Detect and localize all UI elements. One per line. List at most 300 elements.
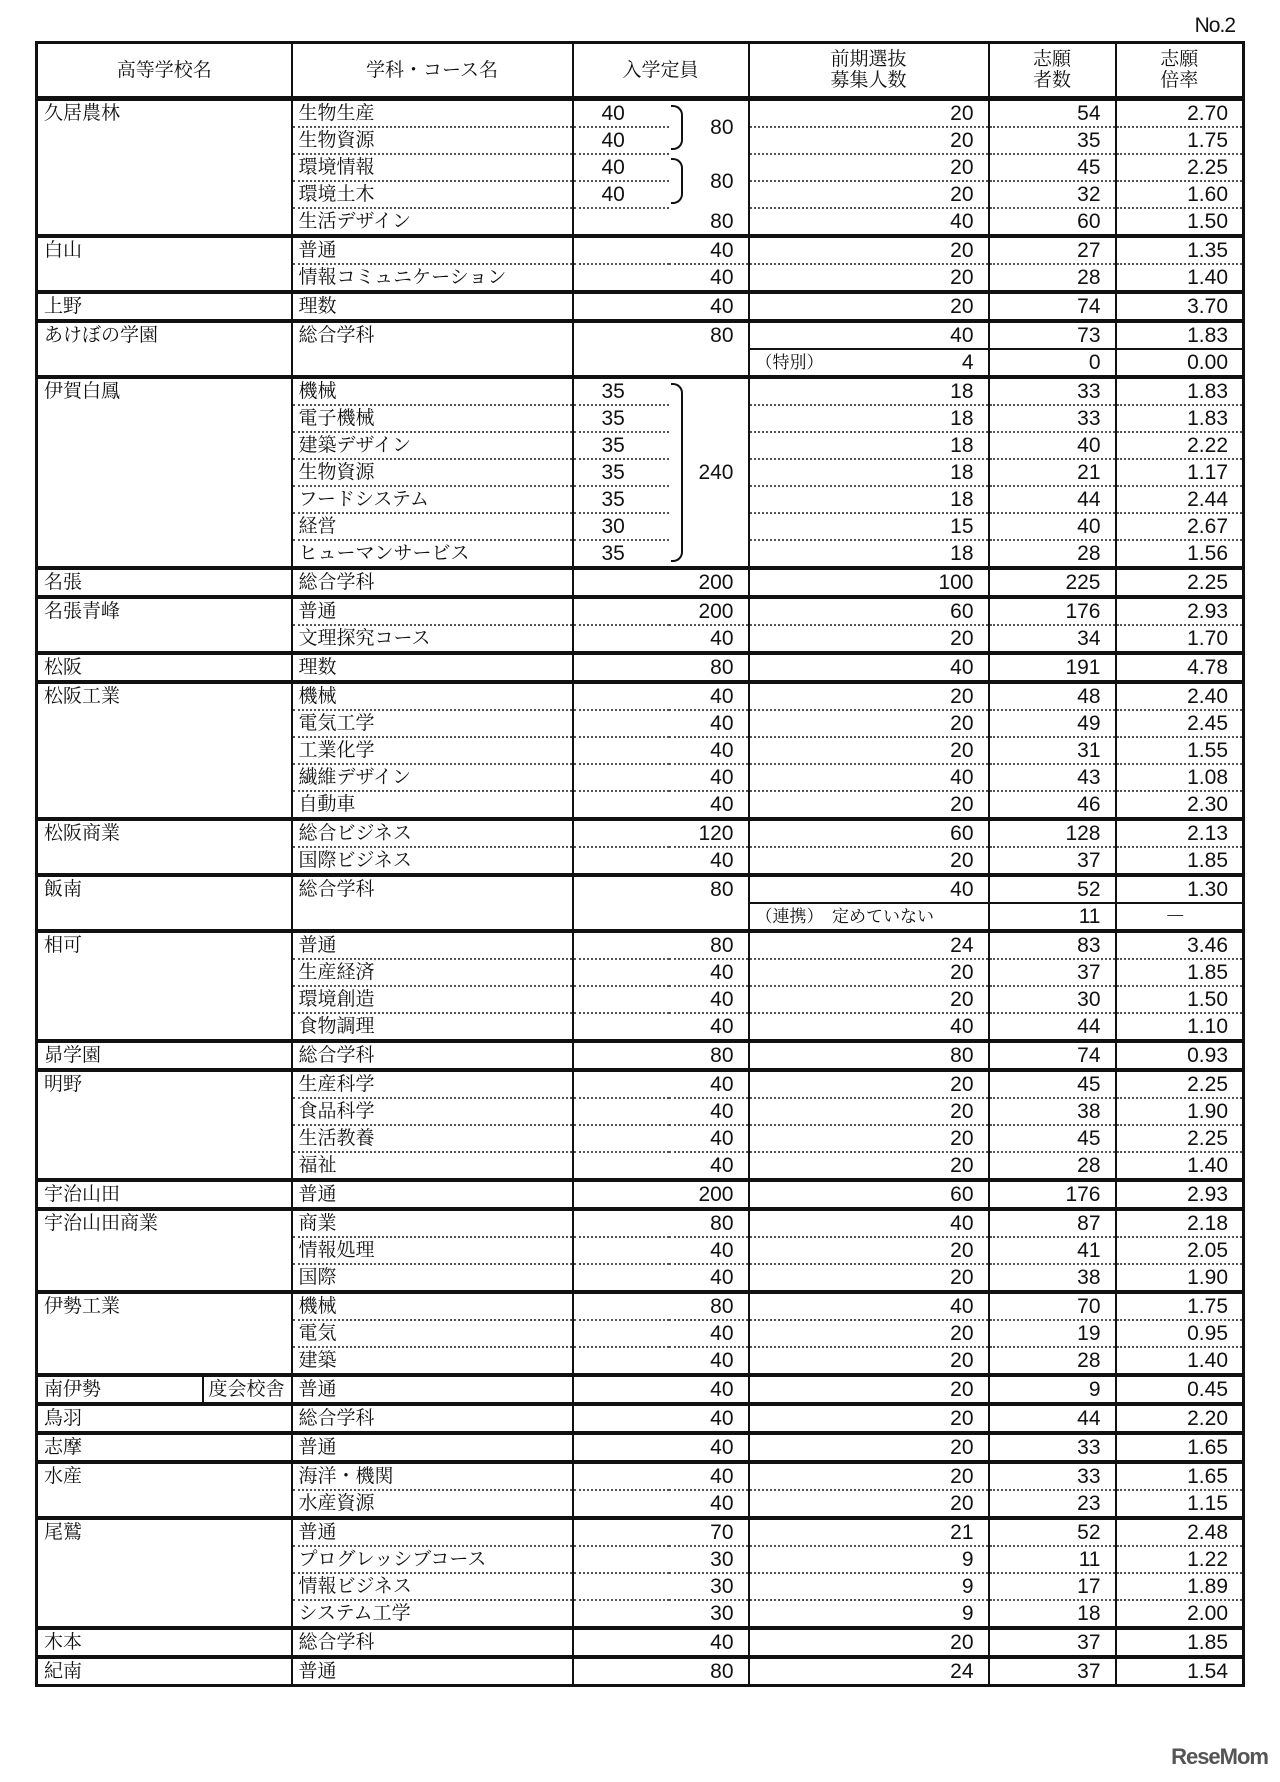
early-quota-value: 20	[950, 712, 974, 735]
school-name: 志摩	[37, 1433, 292, 1462]
application-ratio: 2.45	[1116, 710, 1244, 737]
early-quota-value: 20	[950, 1407, 974, 1430]
brace-icon	[671, 105, 683, 150]
table-row	[37, 1462, 1244, 1490]
course-name: 情報ビジネス	[292, 1573, 573, 1600]
application-ratio: 2.93	[1116, 597, 1244, 625]
early-quota	[749, 875, 989, 903]
capacity: 200	[573, 597, 749, 625]
capacity-sub: 35	[573, 486, 669, 513]
early-quota-value: 21	[950, 1521, 974, 1544]
table-row	[37, 653, 1244, 682]
early-quota	[749, 99, 989, 128]
applicants: 48	[989, 682, 1116, 710]
capacity: 70	[573, 1518, 749, 1546]
early-quota	[749, 1264, 989, 1292]
capacity: 80	[573, 653, 749, 682]
capacity-sub: 40	[573, 154, 669, 181]
school-name: 名張青峰	[37, 597, 292, 653]
applicants: 176	[989, 1180, 1116, 1209]
capacity: 40	[573, 1320, 749, 1347]
early-quota	[749, 1125, 989, 1152]
early-quota	[749, 847, 989, 875]
application-ratio: 0.95	[1116, 1320, 1244, 1347]
course-name: 総合ビジネス	[292, 819, 573, 847]
early-quota	[749, 931, 989, 959]
capacity-total-value: 80	[710, 116, 734, 139]
application-ratio: 1.40	[1116, 1347, 1244, 1375]
application-ratio: 1.50	[1116, 986, 1244, 1013]
header-capacity	[573, 43, 749, 99]
course-name: 商業	[292, 1209, 573, 1237]
early-quota	[749, 682, 989, 710]
school-name: 明野	[37, 1070, 292, 1180]
capacity: 80	[573, 1657, 749, 1686]
capacity: 80	[573, 1209, 749, 1237]
early-quota	[749, 625, 989, 653]
applicants: 128	[989, 819, 1116, 847]
capacity: 40	[573, 1098, 749, 1125]
applicants: 83	[989, 931, 1116, 959]
application-ratio: 1.60	[1116, 181, 1244, 208]
applicants: 37	[989, 959, 1116, 986]
applicants: 52	[989, 1518, 1116, 1546]
early-quota	[749, 1041, 989, 1070]
course-name: 環境情報	[292, 154, 573, 181]
applicants: 45	[989, 1125, 1116, 1152]
capacity-sub: 30	[573, 513, 669, 540]
application-ratio: 2.00	[1116, 1600, 1244, 1628]
header-label: 募集人数	[830, 69, 907, 91]
application-ratio: 1.10	[1116, 1013, 1244, 1041]
early-quota-value: 60	[950, 600, 974, 623]
applicants: 44	[989, 1404, 1116, 1433]
application-ratio: 2.93	[1116, 1180, 1244, 1209]
early-quota	[749, 1320, 989, 1347]
early-quota	[749, 1098, 989, 1125]
capacity-total	[669, 99, 749, 155]
capacity: 80	[573, 208, 749, 236]
course-name: 生産科学	[292, 1070, 573, 1098]
early-quota	[749, 1573, 989, 1600]
applicants: 52	[989, 875, 1116, 903]
application-ratio: 2.05	[1116, 1237, 1244, 1264]
early-quota-value: 18	[950, 488, 974, 511]
header-applicants	[989, 43, 1116, 99]
course-name: 福祉	[292, 1152, 573, 1180]
early-quota-value: 20	[950, 1127, 974, 1150]
capacity: 40	[573, 1125, 749, 1152]
header-label: 入学定員	[622, 58, 699, 81]
school-name: 名張	[37, 568, 292, 597]
applicants: 35	[989, 127, 1116, 154]
course-name: 普通	[292, 236, 573, 264]
capacity-total-value: 80	[710, 169, 734, 193]
applicants: 18	[989, 1600, 1116, 1628]
application-ratio: 1.22	[1116, 1546, 1244, 1573]
capacity: 30	[573, 1546, 749, 1573]
early-quota	[749, 154, 989, 181]
early-quota	[749, 764, 989, 791]
capacity-sub: 35	[573, 405, 669, 432]
course-name: 自動車	[292, 791, 573, 819]
early-quota-value: 15	[950, 515, 974, 538]
early-quota-value: 20	[950, 1154, 974, 1177]
applicants: 28	[989, 1347, 1116, 1375]
early-quota-value: 20	[950, 1378, 974, 1401]
early-quota-value: 20	[950, 1465, 974, 1488]
course-name: フードシステム	[292, 486, 573, 513]
early-quota	[749, 1628, 989, 1657]
applicants: 28	[989, 540, 1116, 568]
early-quota	[749, 349, 989, 377]
early-quota	[749, 986, 989, 1013]
course-name: 総合学科	[292, 1628, 573, 1657]
course-name	[292, 349, 573, 377]
application-ratio: 2.40	[1116, 682, 1244, 710]
application-ratio: －	[1116, 903, 1244, 931]
early-quota-value: 20	[950, 849, 974, 872]
course-name: 総合学科	[292, 1041, 573, 1070]
early-quota	[749, 1209, 989, 1237]
early-quota-value: 20	[950, 739, 974, 762]
capacity: 40	[573, 1433, 749, 1462]
application-ratio: 1.75	[1116, 1292, 1244, 1320]
application-ratio: 2.20	[1116, 1404, 1244, 1433]
capacity: 40	[573, 1264, 749, 1292]
application-ratio: 2.48	[1116, 1518, 1244, 1546]
early-quota-value: 20	[950, 1631, 974, 1654]
applicants: 11	[989, 1546, 1116, 1573]
course-name: 食物調理	[292, 1013, 573, 1041]
early-quota-value: 9	[961, 1602, 974, 1625]
applicants: 49	[989, 710, 1116, 737]
header-label: 志願	[1032, 48, 1071, 70]
early-quota	[749, 513, 989, 540]
applicants: 87	[989, 1209, 1116, 1237]
header-label: 高等学校名	[116, 58, 212, 81]
application-ratio: 1.30	[1116, 875, 1244, 903]
course-name: 普通	[292, 1657, 573, 1686]
early-quota	[749, 1292, 989, 1320]
capacity: 40	[573, 236, 749, 264]
table-row	[37, 1375, 1244, 1404]
applicants: 33	[989, 405, 1116, 432]
early-quota	[749, 432, 989, 459]
applicants: 45	[989, 154, 1116, 181]
table-row	[37, 292, 1244, 321]
early-quota	[749, 1657, 989, 1686]
brace-icon	[671, 383, 683, 562]
application-ratio: 1.55	[1116, 737, 1244, 764]
applicants: 43	[989, 764, 1116, 791]
early-quota-value: 20	[950, 1349, 974, 1372]
capacity: 40	[573, 1404, 749, 1433]
table-row	[37, 1070, 1244, 1098]
school-name: 上野	[37, 292, 292, 321]
capacity-sub: 35	[573, 459, 669, 486]
early-quota-value: 40	[950, 1015, 974, 1038]
early-quota-value: 20	[950, 627, 974, 650]
application-ratio: 1.50	[1116, 208, 1244, 236]
school-name: 松阪商業	[37, 819, 292, 875]
school-name: 鳥羽	[37, 1404, 292, 1433]
course-name: 生物資源	[292, 127, 573, 154]
course-name: 総合学科	[292, 875, 573, 903]
applicants: 32	[989, 181, 1116, 208]
application-ratio: 1.83	[1116, 377, 1244, 405]
school-name: 宇治山田	[37, 1180, 292, 1209]
early-quota	[749, 1375, 989, 1404]
application-ratio: 2.25	[1116, 1070, 1244, 1098]
early-quota-value: 40	[950, 878, 974, 901]
course-name: システム工学	[292, 1600, 573, 1628]
early-quota-value: 40	[950, 1295, 974, 1318]
table-row	[37, 568, 1244, 597]
applicants: 33	[989, 377, 1116, 405]
early-quota	[749, 791, 989, 819]
early-quota-value: 20	[950, 1100, 974, 1123]
early-quota	[749, 236, 989, 264]
course-name: 普通	[292, 931, 573, 959]
course-name: 総合学科	[292, 568, 573, 597]
table-row	[37, 819, 1244, 847]
course-name: ヒューマンサービス	[292, 540, 573, 568]
applicants: 46	[989, 791, 1116, 819]
capacity: 80	[573, 1041, 749, 1070]
capacity: 80	[573, 321, 749, 377]
early-quota-value: 40	[950, 1212, 974, 1235]
early-quota-value: 20	[950, 1492, 974, 1515]
early-quota-value: 40	[950, 656, 974, 679]
capacity-sub: 35	[573, 377, 669, 405]
course-name: 国際	[292, 1264, 573, 1292]
capacity: 40	[573, 959, 749, 986]
applicants: 28	[989, 264, 1116, 292]
application-ratio: 1.85	[1116, 959, 1244, 986]
course-name: 普通	[292, 1433, 573, 1462]
early-quota-value: 40	[950, 766, 974, 789]
course-name: 総合学科	[292, 321, 573, 349]
applicants: 28	[989, 1152, 1116, 1180]
application-ratio: 1.85	[1116, 1628, 1244, 1657]
applicants: 27	[989, 236, 1116, 264]
early-quota-value: 18	[950, 461, 974, 484]
table-row	[37, 1628, 1244, 1657]
school-name: 伊勢工業	[37, 1292, 292, 1375]
capacity: 200	[573, 568, 749, 597]
application-ratio: 2.13	[1116, 819, 1244, 847]
course-name: 電気工学	[292, 710, 573, 737]
header-label: 倍率	[1160, 69, 1199, 91]
school-name	[37, 1375, 292, 1404]
applicants: 74	[989, 292, 1116, 321]
table-row	[37, 1180, 1244, 1209]
applicants: 73	[989, 321, 1116, 349]
early-quota	[749, 459, 989, 486]
application-ratio: 3.46	[1116, 931, 1244, 959]
applicants: 34	[989, 625, 1116, 653]
early-quota	[749, 710, 989, 737]
early-quota-value: 20	[950, 961, 974, 984]
early-quota-value: 9	[961, 1575, 974, 1598]
early-quota	[749, 127, 989, 154]
early-quota-value: 4	[961, 351, 974, 374]
school-name: 尾鷲	[37, 1518, 292, 1628]
applicants: 54	[989, 99, 1116, 128]
capacity-total	[669, 154, 749, 208]
capacity: 40	[573, 682, 749, 710]
application-ratio: 2.22	[1116, 432, 1244, 459]
early-quota	[749, 405, 989, 432]
capacity: 40	[573, 1347, 749, 1375]
early-quota	[749, 653, 989, 682]
table-row	[37, 875, 1244, 903]
early-quota	[749, 181, 989, 208]
early-quota	[749, 377, 989, 405]
course-name: 建築	[292, 1347, 573, 1375]
course-name: 機械	[292, 1292, 573, 1320]
early-quota-value: 20	[950, 1073, 974, 1096]
school-name: 昴学園	[37, 1041, 292, 1070]
school-name: 宇治山田商業	[37, 1209, 292, 1292]
early-quota-value: 100	[938, 571, 974, 594]
school-name: 木本	[37, 1628, 292, 1657]
early-quota	[749, 321, 989, 349]
application-ratio: 2.25	[1116, 568, 1244, 597]
school-name: あけぼの学園	[37, 321, 292, 377]
early-quota-value: 24	[950, 1660, 974, 1683]
applicants: 30	[989, 986, 1116, 1013]
applicants: 44	[989, 1013, 1116, 1041]
application-ratio: 1.90	[1116, 1098, 1244, 1125]
application-ratio: 1.15	[1116, 1490, 1244, 1518]
page-number: No.2	[1194, 14, 1235, 37]
applicants: 23	[989, 1490, 1116, 1518]
capacity: 40	[573, 625, 749, 653]
application-ratio: 4.78	[1116, 653, 1244, 682]
applicants: 21	[989, 459, 1116, 486]
early-quota-value: 20	[950, 102, 974, 125]
early-quota-value: 20	[950, 1436, 974, 1459]
early-quota	[749, 1347, 989, 1375]
course-name: 普通	[292, 597, 573, 625]
course-name: 海洋・機関	[292, 1462, 573, 1490]
course-name: 食品科学	[292, 1098, 573, 1125]
application-ratio: 1.35	[1116, 236, 1244, 264]
application-ratio: 1.08	[1116, 764, 1244, 791]
course-name: 生産経済	[292, 959, 573, 986]
applicants: 33	[989, 1433, 1116, 1462]
capacity: 40	[573, 710, 749, 737]
table-row	[37, 321, 1244, 349]
course-name: 機械	[292, 377, 573, 405]
early-quota-value: 24	[950, 934, 974, 957]
early-quota-value: 18	[950, 434, 974, 457]
course-name: 経営	[292, 513, 573, 540]
early-quota	[749, 1180, 989, 1209]
applicants: 40	[989, 432, 1116, 459]
header-label: 学科・コース名	[365, 58, 499, 81]
early-quota	[749, 737, 989, 764]
table-row	[37, 1041, 1244, 1070]
brace-icon	[671, 158, 683, 204]
capacity: 80	[573, 931, 749, 959]
early-quota	[749, 1433, 989, 1462]
quota-note: （特別）	[755, 353, 824, 372]
school-name: 白山	[37, 236, 292, 292]
early-quota-value: 80	[950, 1044, 974, 1067]
applicants: 11	[989, 903, 1116, 931]
applicants: 37	[989, 1628, 1116, 1657]
header-label: 者数	[1032, 69, 1071, 91]
application-ratio: 0.93	[1116, 1041, 1244, 1070]
applicants: 40	[989, 513, 1116, 540]
early-quota-value: 60	[950, 1183, 974, 1206]
course-name: 機械	[292, 682, 573, 710]
applicants: 38	[989, 1264, 1116, 1292]
table-row	[37, 1657, 1244, 1686]
table-row	[37, 377, 1244, 405]
early-quota	[749, 1070, 989, 1098]
early-quota	[749, 959, 989, 986]
course-name: 水産資源	[292, 1490, 573, 1518]
application-ratio: 2.25	[1116, 1125, 1244, 1152]
applicants: 41	[989, 1237, 1116, 1264]
application-ratio: 1.65	[1116, 1433, 1244, 1462]
application-ratio: 1.83	[1116, 405, 1244, 432]
applicants: 9	[989, 1375, 1116, 1404]
course-name: 繊維デザイン	[292, 764, 573, 791]
table-header	[37, 43, 1244, 99]
capacity-total-value: 240	[698, 461, 734, 484]
capacity-sub: 40	[573, 181, 669, 208]
application-ratio: 2.25	[1116, 154, 1244, 181]
early-quota-value: 20	[950, 295, 974, 318]
capacity-total	[669, 377, 749, 568]
course-name: 生物生産	[292, 99, 573, 128]
header-label: 志願	[1160, 48, 1199, 70]
capacity: 120	[573, 819, 749, 847]
capacity-sub: 40	[573, 99, 669, 128]
application-ratio: 2.67	[1116, 513, 1244, 540]
capacity-sub: 40	[573, 127, 669, 154]
course-name: 環境創造	[292, 986, 573, 1013]
early-quota-value: 20	[950, 685, 974, 708]
early-quota-value: 18	[950, 542, 974, 565]
capacity: 40	[573, 737, 749, 764]
school-name: 松阪工業	[37, 682, 292, 819]
application-ratio: 0.45	[1116, 1375, 1244, 1404]
application-ratio: 1.65	[1116, 1462, 1244, 1490]
school-name: 飯南	[37, 875, 292, 931]
early-quota	[749, 903, 989, 931]
application-ratio: 1.90	[1116, 1264, 1244, 1292]
early-quota	[749, 1462, 989, 1490]
application-ratio: 1.85	[1116, 847, 1244, 875]
application-ratio: 1.75	[1116, 127, 1244, 154]
application-ratio: 1.17	[1116, 459, 1244, 486]
early-quota-value: 20	[950, 239, 974, 262]
table-row	[37, 1292, 1244, 1320]
capacity: 40	[573, 1628, 749, 1657]
header-course-name	[292, 43, 573, 99]
applicants: 19	[989, 1320, 1116, 1347]
capacity: 40	[573, 1237, 749, 1264]
applicants: 191	[989, 653, 1116, 682]
early-quota-value: 9	[961, 1548, 974, 1571]
applicants: 60	[989, 208, 1116, 236]
